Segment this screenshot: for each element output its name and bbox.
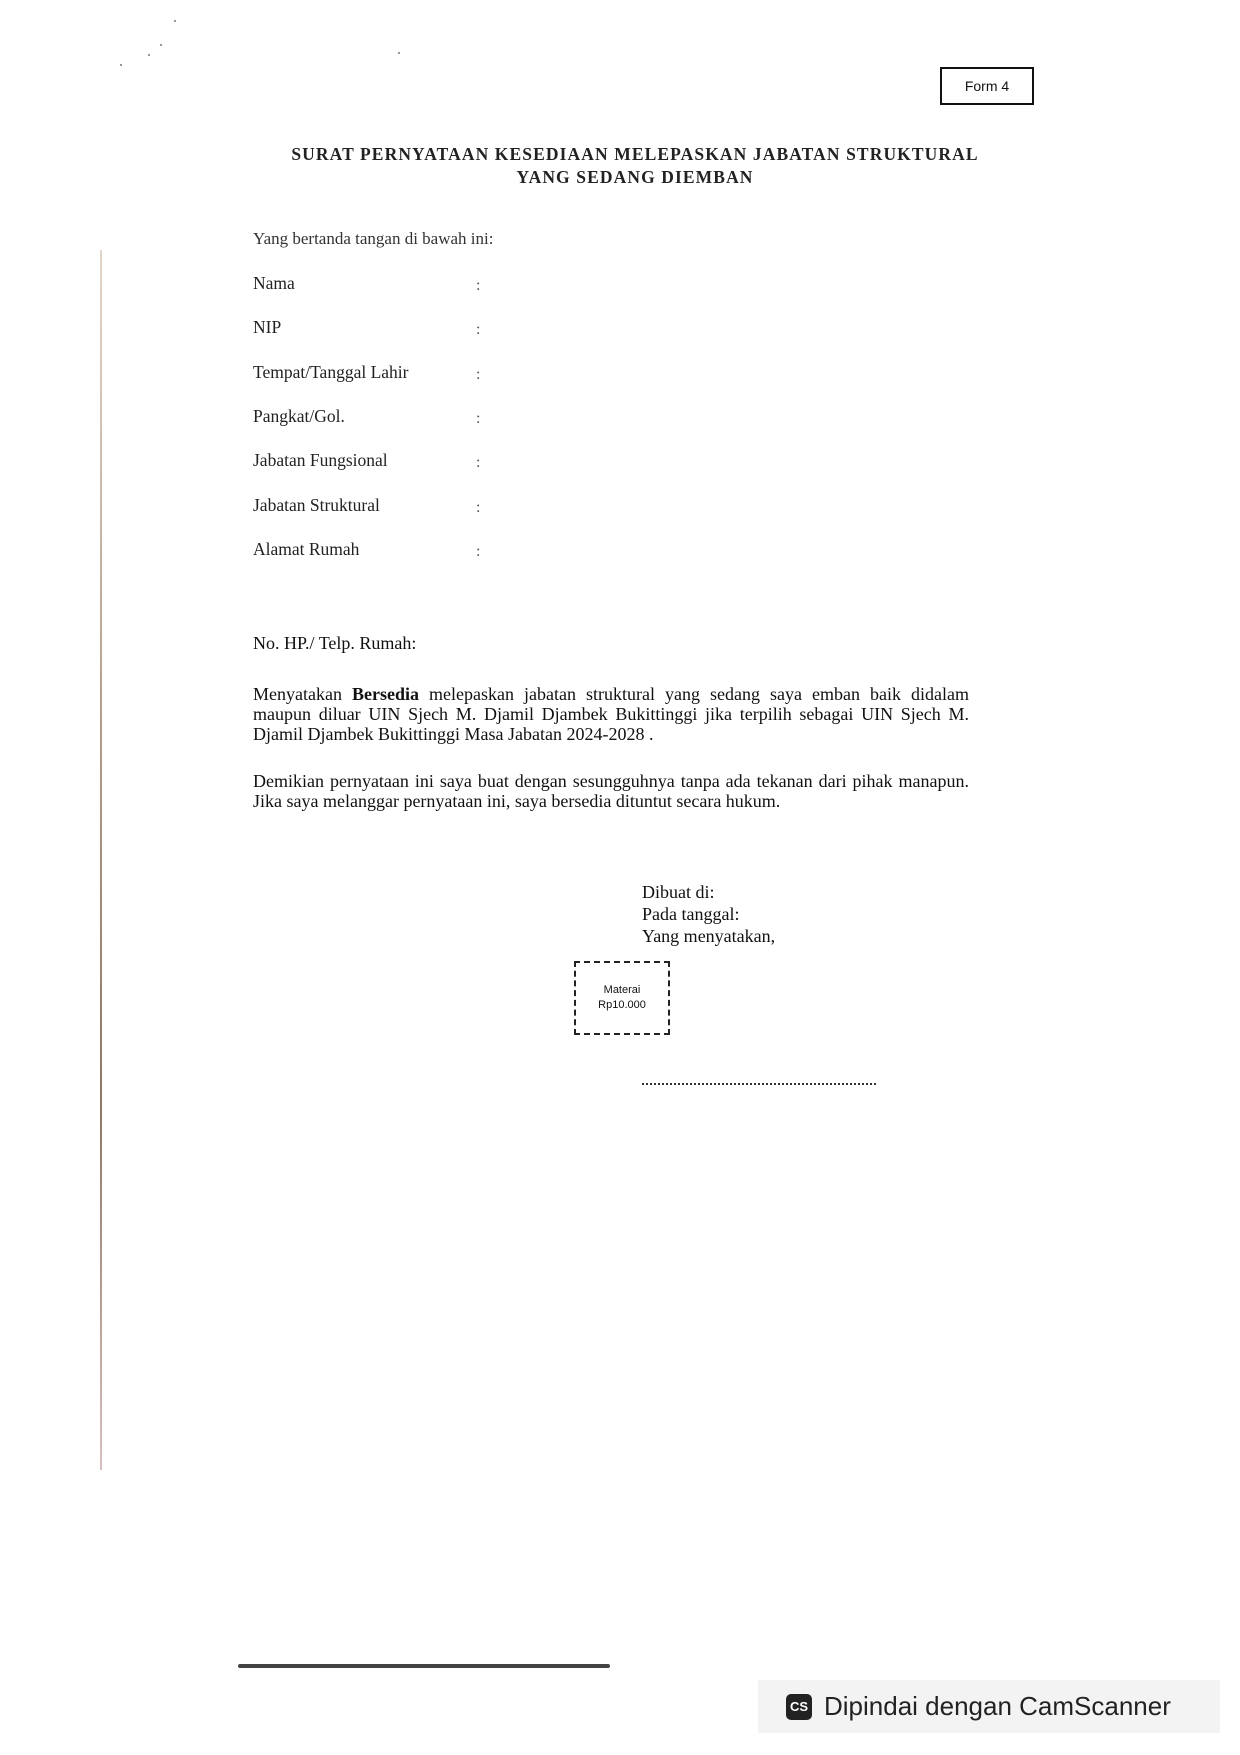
form-number-box xyxy=(940,67,1034,105)
statement-rest: melepaskan jabatan struktural yang sedang saya emban baik didalam maupun diluar UIN Sjech M. Djamil Djambek Bukittinggi jika terpilih sebagai UIN Sjech M. Djamil Djambek Bukittinggi Masa Jabatan 2024-2028 . xyxy=(253,684,969,744)
field-pangkat-gol xyxy=(253,406,613,432)
field-colon: : xyxy=(476,321,481,338)
made-at-label: Dibuat di: xyxy=(642,882,715,902)
field-colon: : xyxy=(476,366,481,383)
scan-speck xyxy=(398,52,400,54)
signature-dotted-line xyxy=(642,1083,876,1085)
title-line-2: YANG SEDANG DIEMBAN xyxy=(516,167,754,187)
watermark-text: Dipindai dengan CamScanner xyxy=(824,1691,1171,1721)
field-colon: : xyxy=(476,454,481,471)
duty-stamp-box xyxy=(574,961,670,1035)
field-label: Jabatan Fungsional xyxy=(253,450,388,470)
camscanner-logo-icon: CS xyxy=(786,1694,812,1720)
field-jabatan-fungsional xyxy=(253,450,613,476)
field-colon: : xyxy=(476,543,481,560)
stamp-line-1: Materai xyxy=(603,984,641,996)
statement-paragraph xyxy=(253,684,969,744)
field-label: Alamat Rumah xyxy=(253,539,360,559)
field-label: Tempat/Tanggal Lahir xyxy=(253,362,409,382)
signature-block xyxy=(642,881,775,947)
closing-paragraph: Demikian pernyataan ini saya buat dengan sesungguhnya tanpa ada tekanan dari pihak manapun. Jika saya melanggar pernyataan ini, saya bersedia dituntut secara hukum. xyxy=(253,771,969,811)
scan-speck xyxy=(120,64,122,66)
field-colon: : xyxy=(476,499,481,516)
phone-label: No. HP./ Telp. Rumah: xyxy=(253,633,417,653)
page-edge-shadow xyxy=(100,250,102,1470)
document-title xyxy=(200,143,1070,189)
intro-text: Yang bertanda tangan di bawah ini: xyxy=(253,229,494,248)
page-bottom-edge xyxy=(238,1664,610,1668)
field-alamat-rumah xyxy=(253,539,613,565)
declarant-label: Yang menyatakan, xyxy=(642,926,776,946)
title-line-1: SURAT PERNYATAAN KESEDIAAN MELEPASKAN JABATAN STRUKTURAL xyxy=(291,144,979,164)
field-label: Nama xyxy=(253,273,295,293)
field-label: NIP xyxy=(253,317,282,337)
scan-speck xyxy=(174,20,176,22)
scan-speck xyxy=(160,44,162,46)
scan-speck xyxy=(148,54,150,56)
field-nama xyxy=(253,273,613,299)
stamp-line-2: Rp10.000 xyxy=(598,999,646,1011)
field-nip xyxy=(253,317,613,343)
field-tempat-tanggal-lahir xyxy=(253,362,613,388)
form-number-label: Form 4 xyxy=(964,78,1010,94)
statement-bold: Bersedia xyxy=(351,684,419,704)
field-colon: : xyxy=(476,410,481,427)
camscanner-watermark xyxy=(758,1680,1220,1733)
statement-prefix: Menyatakan xyxy=(253,684,352,704)
field-label: Pangkat/Gol. xyxy=(253,406,345,426)
field-jabatan-struktural xyxy=(253,495,613,521)
date-label: Pada tanggal: xyxy=(642,904,740,924)
field-label: Jabatan Struktural xyxy=(253,495,380,515)
field-colon: : xyxy=(476,277,481,294)
